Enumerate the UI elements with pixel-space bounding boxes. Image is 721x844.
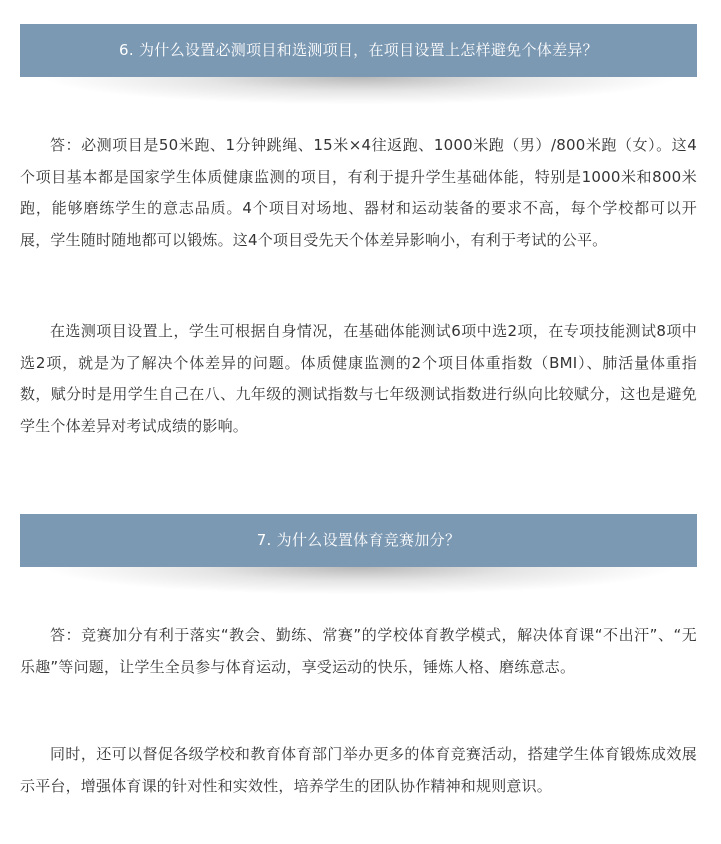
section-7-heading: 7. 为什么设置体育竞赛加分？ [20, 514, 697, 567]
section-6-heading-shadow [40, 77, 680, 105]
section-6-paragraph-2: 在选测项目设置上，学生可根据自身情况，在基础体能测试6项中选2项，在专项技能测试8项中选2项，就是为了解决个体差异的问题。体质健康监测的2个项目体重指数（BMI）、肺活量体重指数，赋分时是用学生自己在八、九年级的测试指数与七年级测试指数进行纵向比较赋分，这也是避免学生个体差异对考试成绩的影响。 [20, 322, 697, 435]
section-7-heading-shadow [40, 567, 680, 595]
section-6-heading: 6. 为什么设置必测项目和选测项目，在项目设置上怎样避免个体差异？ [20, 24, 697, 77]
section-6-paragraph-1: 答：必测项目是50米跑、1分钟跳绳、15米×4往返跑、1000米跑（男）/800米跑（女）。这4个项目基本都是国家学生体质健康监测的项目，有利于提升学生基础体能，特别是1000米和800米跑，能够磨练学生的意志品质。4个项目对场地、器材和运动装备的要求不高，每个学校都可以开展，学生随时随地都可以锻炼。这4个项目受先天个体差异影响小，有利于考试的公平。 [20, 136, 697, 249]
section-7-paragraph-1: 答：竞赛加分有利于落实“教会、勤练、常赛”的学校体育教学模式，解决体育课“不出汗”、“无乐趣”等问题，让学生全员参与体育运动，享受运动的快乐，锤炼人格、磨练意志。 [20, 626, 697, 676]
section-7-paragraph-2: 同时，还可以督促各级学校和教育体育部门举办更多的体育竞赛活动，搭建学生体育锻炼成效展示平台，增强体育课的针对性和实效性，培养学生的团队协作精神和规则意识。 [20, 745, 697, 795]
